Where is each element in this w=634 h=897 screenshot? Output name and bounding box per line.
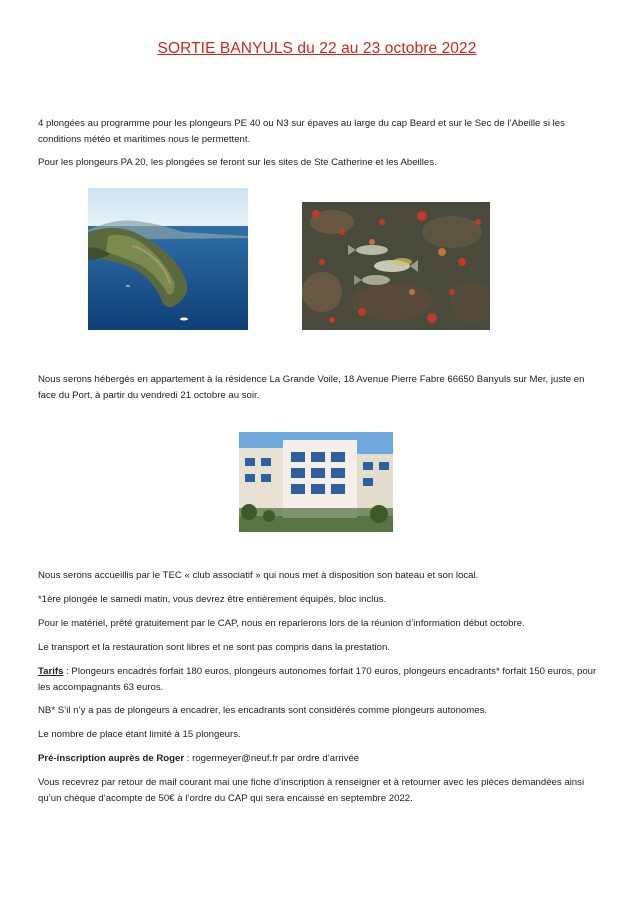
underwater-fish-photo [302, 202, 490, 330]
page-title: SORTIE BANYULS du 22 au 23 octobre 2022 [157, 40, 477, 57]
tarifs-label: Tarifs [38, 666, 64, 677]
transport-paragraph: Le transport et la restauration sont libres et ne sont pas compris dans la prestation. [38, 642, 390, 653]
preinscription-text: : rogermeyer@neuf.fr par ordre d’arrivée [184, 753, 360, 764]
equipment-paragraph: Pour le matériel, prêté gratuitement par le CAP, nous en reparlerons lors de la réunion d’information début octobre. [38, 618, 525, 629]
preinscription-paragraph [38, 751, 598, 767]
cape-coast-photo [88, 188, 248, 330]
lodging-paragraph: Nous serons hébergés en appartement à la résidence La Grande Voile, 18 Avenue Pierre Fabre 66650 Banyuls sur Mer, juste en face du Port, à partir du vendredi 21 octobre au soir. [38, 374, 585, 401]
tarifs-paragraph [38, 664, 598, 695]
intro-paragraph-2: Pour les plongeurs PA 20, les plongées se feront sur les sites de Ste Catherine et les Abeilles. [38, 157, 437, 168]
intro-paragraph-1: 4 plongées au programme pour les plongeurs PE 40 ou N3 sur épaves au large du cap Beard et sur le Sec de l’Abeille si les conditions météo et maritimes nous le permettent. [38, 118, 565, 145]
tarifs-text: : Plongeurs encadrés forfait 180 euros, plongeurs autonomes forfait 170 euros, plongeurs encadrants* forfait 150 euros, pour les accompagnants 63 euros. [38, 666, 597, 693]
closing-paragraph: Vous recevrez par retour de mail courant mai une fiche d’inscription à renseigner et à retourner avec les pièces demandées ainsi qu’un chèque d’acompte de 50€ à l’ordre du CAP qui sera encaissé en septembre 2022. [38, 777, 585, 804]
residence-building-photo [239, 432, 393, 532]
welcome-paragraph: Nous serons accueillis par le TEC « club associatif » qui nous met à disposition son bateau et son local. [38, 570, 479, 581]
nb-paragraph: NB* S’il n’y a pas de plongeurs à encadrer, les encadrants sont considérés comme plongeurs autonomes. [38, 705, 488, 716]
places-paragraph: Le nombre de place étant limité à 15 plongeurs. [38, 729, 241, 740]
first-dive-paragraph: *1ère plongée le samedi matin, vous devrez être entièrement équipés, bloc inclus. [38, 594, 387, 605]
preinscription-label: Pré-inscription auprès de Roger [38, 753, 185, 764]
